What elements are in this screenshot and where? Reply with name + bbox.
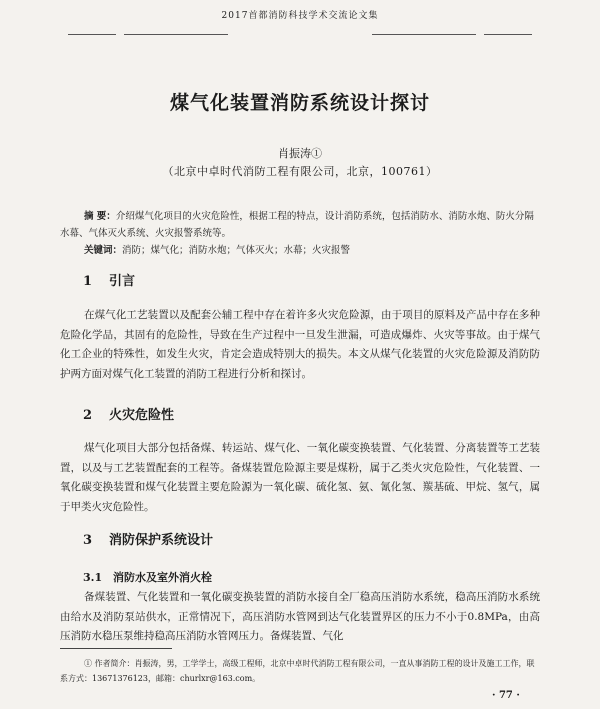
subsection-title: 消防水及室外消火栓 — [113, 571, 212, 584]
abstract-text: 介绍煤气化项目的火灾危险性，根据工程的特点，设计消防系统，包括消防水、消防水炮、防火分隔水幕、气体灭火系统、火灾报警系统等。 — [60, 211, 534, 239]
header-rule — [124, 34, 228, 35]
section-1-paragraph: 在煤气化工艺装置以及配套公辅工程中存在着许多火灾危险源，由于项目的原料及产品中存在多种危险化学品，其固有的危险性，导致在生产过程中一旦发生泄漏，可造成爆炸、火灾等事故。由于煤气化工企业的特殊性，如发生火灾，肯定会造成特别大的损失。本文从煤气化装置的火灾危险源及消防防护两方面对煤气化工装置的消防工程进行分析和探讨。 — [60, 309, 540, 380]
footnote: ① 作者简介：肖振涛，男，工学学士，高级工程师，北京中卓时代消防工程有限公司，一直从事消防工程的设计及施工工作，联系方式：13671376123，邮箱：churlxr@163.com。 — [60, 659, 535, 683]
author-name: 肖振涛① — [278, 147, 322, 160]
keywords — [60, 242, 540, 259]
keywords-label: 关键词： — [84, 245, 123, 256]
footnote-rule — [60, 648, 172, 649]
section-heading-3 — [83, 529, 213, 548]
section-heading-2 — [83, 404, 174, 423]
abstract — [60, 208, 540, 242]
keywords-text: 消防；煤气化；消防水炮；气体灭火；水幕；火灾报警 — [122, 245, 351, 256]
author-affiliation: （北京中卓时代消防工程有限公司，北京，100761） — [162, 165, 438, 178]
subsection-heading — [83, 569, 212, 585]
section-number: 2 — [83, 408, 93, 423]
section-title: 消防保护系统设计 — [109, 533, 214, 548]
subsection-number: 3.1 — [83, 571, 103, 584]
paper-title: 煤气化装置消防系统设计探讨 — [169, 92, 430, 114]
section-number: 1 — [83, 274, 93, 289]
abstract-label: 摘 要： — [84, 211, 116, 222]
section-heading-1 — [83, 270, 135, 289]
running-head: 2017首都消防科技学术交流论文集 — [221, 11, 379, 21]
header-rule — [484, 34, 532, 35]
section-2-paragraph: 煤气化项目大部分包括备煤、转运站、煤气化、一氧化碳变换装置、气化装置、分离装置等工艺装置，以及与工艺装置配套的工程等。备煤装置危险源主要是煤粉，属于乙类火灾危险性，气化装置、一氧化碳变换装置和煤气化装置主要危险源为一氧化碳、硫化氢、氨、氰化氢、羰基硫、甲烷、氢气，属于甲类火灾危险性。 — [60, 442, 540, 513]
section-title: 引言 — [109, 274, 136, 289]
header-rule — [68, 34, 116, 35]
subsection-paragraph: 备煤装置、气化装置和一氧化碳变换装置的消防水接自全厂稳高压消防水系统，稳高压消防水系统由给水及消防泵站供水，正常情况下，高压消防水管网到达气化装置界区的压力不小于0.8MPa，由高压消防水稳压泵维持稳高压消防水管网压力。备煤装置、气化 — [60, 591, 540, 642]
section-title: 火灾危险性 — [109, 408, 175, 423]
page-number: · 77 · — [492, 690, 520, 701]
header-rule — [372, 34, 476, 35]
section-number: 3 — [83, 533, 93, 548]
